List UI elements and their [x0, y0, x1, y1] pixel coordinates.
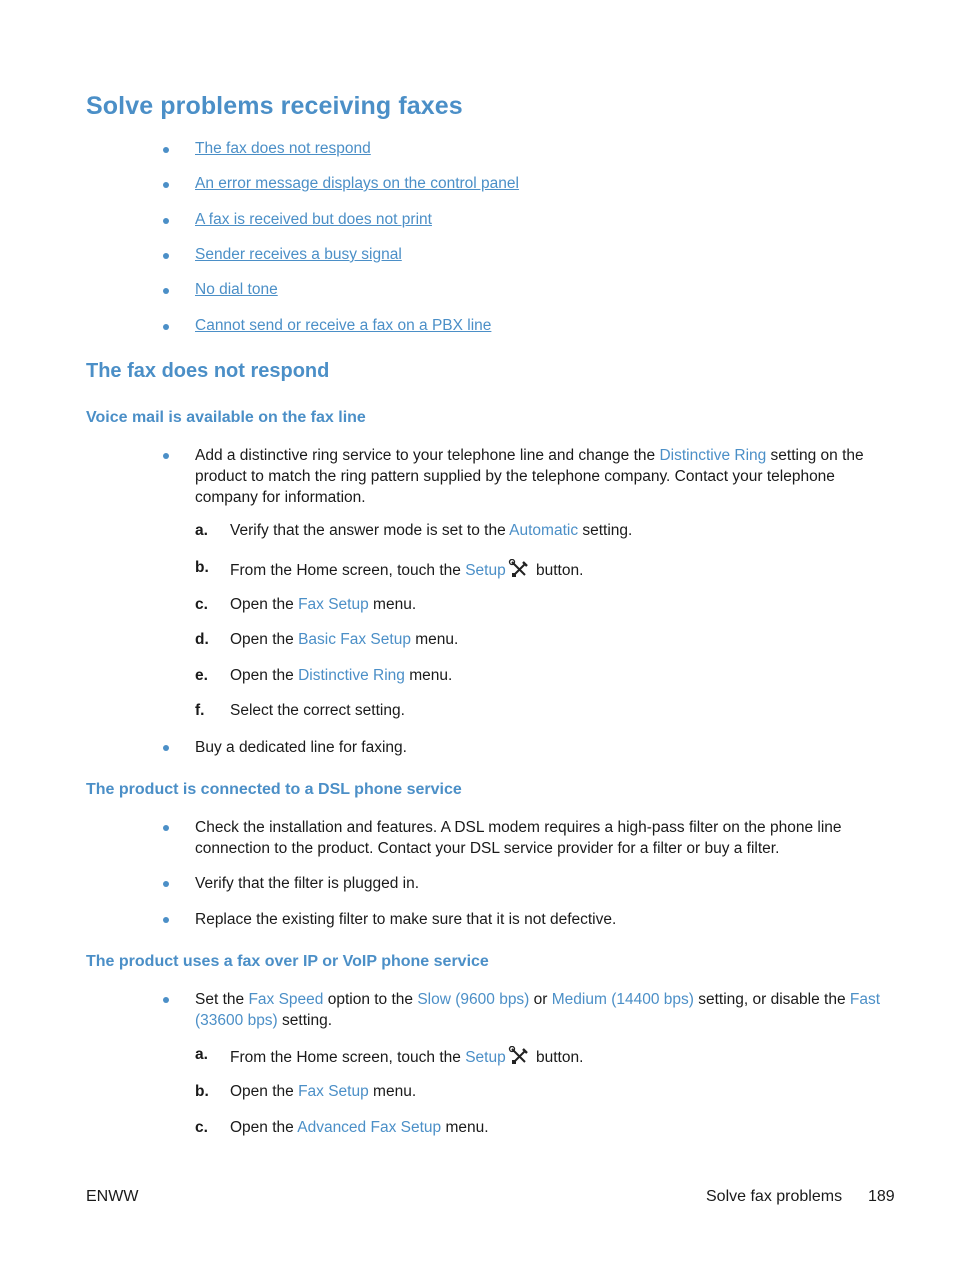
voip-step-c-text	[230, 1119, 489, 1137]
ui-term: Setup	[465, 562, 506, 579]
bullet	[163, 917, 169, 923]
toc-link-no-dial-tone[interactable]: No dial tone	[195, 281, 278, 298]
dsl-bullet-3: Replace the existing filter to make sure that it is not defective.	[195, 911, 617, 928]
text: Open the	[230, 596, 299, 613]
text: or	[529, 991, 552, 1008]
text: setting on the product to match the ring pattern supplied by the telephone company. Contact your telephone company for information.	[195, 447, 864, 506]
step-letter: c.	[195, 1119, 208, 1136]
ui-term: Fax Setup	[298, 1083, 369, 1100]
toc-link-fax-not-respond[interactable]: The fax does not respond	[195, 140, 371, 157]
step-letter: a.	[195, 1046, 208, 1063]
voicemail-bullet-2: Buy a dedicated line for faxing.	[195, 739, 407, 756]
bullet	[163, 825, 169, 831]
text: menu.	[368, 1083, 417, 1100]
ui-term: Fax Speed	[248, 991, 324, 1008]
bullet	[163, 288, 169, 294]
setup-tools-icon	[508, 1046, 530, 1066]
text: option to the	[323, 991, 418, 1008]
step-letter: b.	[195, 1083, 209, 1100]
text: menu.	[368, 596, 417, 613]
step-letter: f.	[195, 702, 205, 719]
text: From the Home screen, touch the	[230, 1049, 466, 1066]
ui-term: Slow (9600 bps)	[417, 991, 530, 1008]
toc-link-pbx-line[interactable]: Cannot send or receive a fax on a PBX line	[195, 317, 492, 334]
ui-term: Fax Setup	[298, 596, 369, 613]
step-letter: a.	[195, 522, 208, 539]
ui-term: Fast (33600 bps)	[195, 991, 881, 1029]
subsection-heading-dsl: The product is connected to a DSL phone service	[86, 781, 462, 798]
text: button.	[531, 1049, 584, 1066]
step-d-text	[230, 631, 458, 649]
step-letter: c.	[195, 596, 208, 613]
bullet	[163, 453, 169, 459]
text: setting, or disable the	[693, 991, 850, 1008]
page-title: Solve problems receiving faxes	[86, 92, 463, 120]
bullet	[163, 253, 169, 259]
text: menu.	[404, 667, 453, 684]
step-f-text: Select the correct setting.	[230, 702, 405, 719]
ui-term: Distinctive Ring	[298, 667, 405, 684]
text: menu.	[410, 631, 459, 648]
text: button.	[531, 562, 584, 579]
step-letter: d.	[195, 631, 209, 648]
ui-term: Automatic	[509, 522, 579, 539]
subsection-heading-voip: The product uses a fax over IP or VoIP phone service	[86, 953, 489, 970]
step-a-text	[230, 522, 632, 540]
ui-term: Medium (14400 bps)	[551, 991, 694, 1008]
voip-step-a-text	[230, 1046, 583, 1067]
ui-term: Basic Fax Setup	[298, 631, 411, 648]
step-e-text	[230, 667, 452, 685]
dsl-bullet-2: Verify that the filter is plugged in.	[195, 875, 420, 892]
step-letter: b.	[195, 559, 209, 576]
footer-section: Solve fax problems	[706, 1188, 843, 1205]
step-letter: e.	[195, 667, 208, 684]
text: Open the	[230, 631, 299, 648]
text: Open the	[230, 1083, 299, 1100]
section-heading: The fax does not respond	[86, 360, 330, 382]
voicemail-bullet-1	[195, 445, 885, 508]
bullet	[163, 324, 169, 330]
text: setting.	[578, 522, 633, 539]
bullet	[163, 147, 169, 153]
text: menu.	[441, 1119, 489, 1136]
text: Open the	[230, 1119, 298, 1136]
bullet	[163, 997, 169, 1003]
voip-step-b-text	[230, 1083, 416, 1101]
subsection-heading-voicemail: Voice mail is available on the fax line	[86, 409, 366, 426]
page-number: 189	[868, 1188, 895, 1205]
text: Open the	[230, 667, 299, 684]
bullet	[163, 218, 169, 224]
bullet	[163, 881, 169, 887]
text: From the Home screen, touch the	[230, 562, 466, 579]
setup-tools-icon	[508, 559, 530, 579]
toc-link-busy-signal[interactable]: Sender receives a busy signal	[195, 246, 402, 263]
ui-term: Advanced Fax Setup	[297, 1119, 442, 1136]
toc-link-error-message[interactable]: An error message displays on the control panel	[195, 175, 519, 192]
text: setting.	[277, 1012, 333, 1029]
voip-bullet-1	[195, 989, 885, 1031]
footer-left: ENWW	[86, 1188, 139, 1205]
bullet	[163, 182, 169, 188]
step-b-text	[230, 559, 583, 580]
ui-term: Distinctive Ring	[659, 447, 767, 464]
text: Set the	[195, 991, 249, 1008]
dsl-bullet-1: Check the installation and features. A DSL modem requires a high-pass filter on the phone line connection to the product. Contact your DSL service provider for a filter or buy a filter.	[195, 819, 842, 857]
toc-link-received-not-print[interactable]: A fax is received but does not print	[195, 211, 432, 228]
text: Verify that the answer mode is set to the	[230, 522, 510, 539]
text: Add a distinctive ring service to your telephone line and change the	[195, 447, 660, 464]
bullet	[163, 745, 169, 751]
step-c-text	[230, 596, 416, 614]
ui-term: Setup	[465, 1049, 506, 1066]
